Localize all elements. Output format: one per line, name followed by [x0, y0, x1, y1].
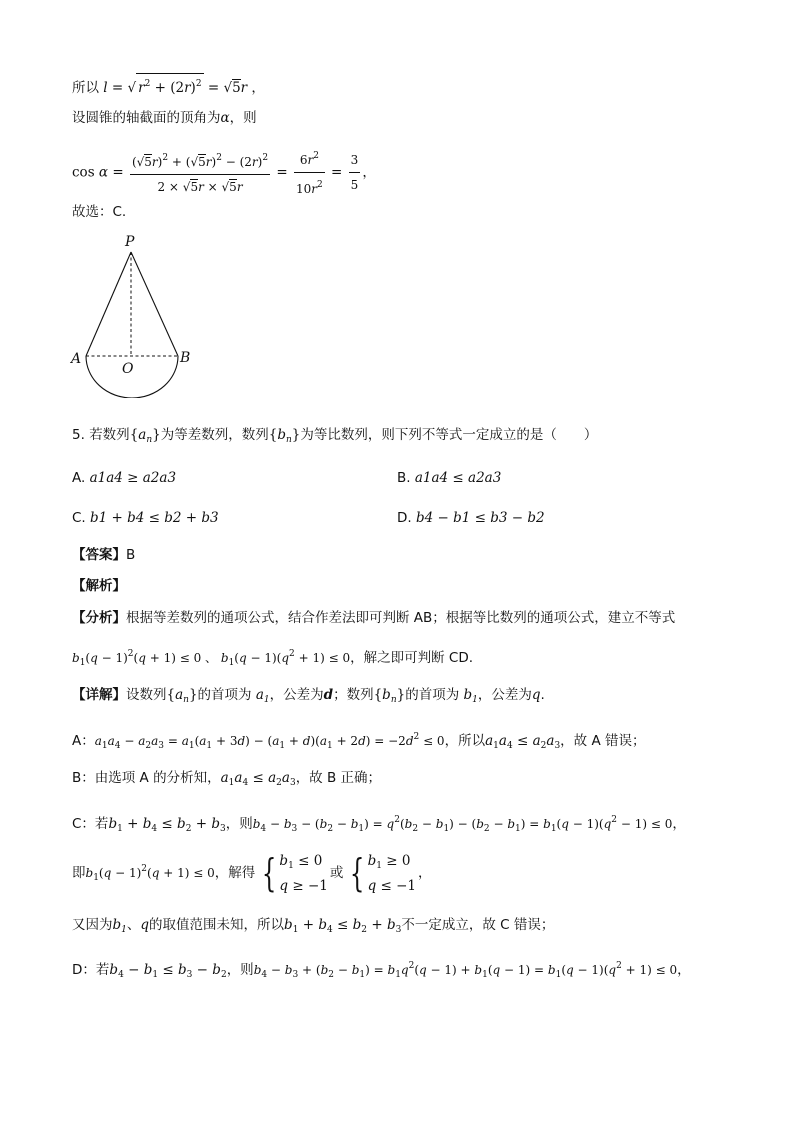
cone-figure — [62, 228, 202, 398]
solution-system-2: { $b_1 \ge 0$ q ≤ −1 — [350, 851, 417, 895]
option-b[interactable]: B. a1a4 ≤ a2a3 — [397, 470, 502, 486]
cosine-formula-line: cos α = $\frac{(√5r)^2 + (√5r)^2 - (2r)^2}{2 \times √5r \times √5r}$ = $\frac{6r^2}{10r^2}$ = $\frac{3}{5}$ ， — [72, 146, 376, 199]
cone-left-edge — [86, 252, 131, 356]
detail-line-a: A：$a_1a_4 - a_2a_3 = a_1(a_1 + 3d) - (a_1 + d)(a_1 + 2d) = -2d^2 \le 0$，所以$a_1a_4 \le a_2a_3$，故 A 错误； — [72, 732, 646, 751]
cosine-fraction: $\frac{(√5r)^2 + (√5r)^2 - (2r)^2}{2 \times √5r \times √5r}$ — [130, 148, 270, 197]
xiangjie-line: 【详解】设数列$\{a_n\}$的首项为 $a_1$，公差为d；数列$\{b_n\}$的首项为 $b_1$，公差为q. — [72, 687, 545, 705]
detail-line-d: D：若$b_4 - b_1 \le b_3 - b_2$，则$b_4 - b_3 + (b_2 - b_1) = b_1q^2(q - 1) + b_1(q - 1) = b_1(q - 1)(q^2 + 1) \le 0$， — [72, 961, 691, 980]
sqrt-expression: √ $r^2 + (2r)^2$ — [128, 73, 204, 98]
label-a: A — [71, 351, 82, 367]
apex-angle-line: 设圆锥的轴截面的顶角为α，则 — [72, 110, 257, 126]
option-b-expression: a1a4 ≤ a2a3 — [414, 470, 502, 486]
option-d-expression: b4 − b1 ≤ b3 − b2 — [415, 510, 545, 526]
option-a-expression: a1a4 ≥ a2a3 — [89, 470, 177, 486]
detail-line-c-conclusion: 又因为$b_1$、q的取值范围未知，所以$b_1 + b_4 \le b_2 + b_3$不一定成立，故 C 错误； — [72, 917, 555, 935]
option-c[interactable]: C. b1 + b4 ≤ b2 + b3 — [72, 510, 219, 526]
label-p: P — [125, 234, 135, 250]
detail-line-c: C：若$b_1 + b_4 \le b_2 + b_3$，则$b_4 - b_3 - (b_2 - b_1) = q^2(b_2 - b_1) - (b_2 - b_1) = b_1(q - 1)(q^2 - 1) \le 0$， — [72, 815, 686, 834]
option-c-expression: b1 + b4 ≤ b2 + b3 — [90, 510, 219, 526]
option-d[interactable]: D. b4 − b1 ≤ b3 − b2 — [397, 510, 545, 526]
question-5-stem: 5. 若数列$\{a_n\}$为等差数列，数列$\{b_n\}$为等比数列，则下列不等式一定成立的是（ ） — [72, 427, 598, 445]
option-a[interactable]: A. a1a4 ≥ a2a3 — [72, 470, 177, 486]
cone-right-edge — [131, 252, 178, 356]
label-b: B — [180, 350, 191, 366]
detail-line-b: B：由选项 A 的分析知，$a_1a_4 \le a_2a_3$，故 B 正确； — [72, 770, 382, 788]
answer-line: 【答案】B — [72, 547, 136, 563]
slant-height-line: 所以 l = √ $r^2 + (2r)^2 = √5r$ ， — [72, 73, 265, 98]
solution-system-1: { $b_1 \le 0$ q ≥ −1 — [262, 851, 328, 895]
choice-line: 故选：C. — [72, 204, 127, 220]
fenxi-line: 【分析】根据等差数列的通项公式，结合作差法即可判断 AB；根据等比数列的通项公式，建立不等式 — [72, 610, 676, 626]
detail-line-c-solve: 即$b_1(q - 1)^2(q + 1) \le 0$，解得 { $b_1 \le 0$ q ≥ −1 或 { $b_1 \ge 0$ q ≤ −1 ， — [72, 851, 432, 895]
label-o: O — [122, 361, 134, 377]
fenxi-line-2: $b_1(q - 1)^2(q + 1) \le 0$ 、 $b_1(q - 1)(q^2 + 1) \le 0$，解之即可判断 CD. — [72, 649, 474, 668]
analysis-heading: 【解析】 — [72, 578, 126, 594]
